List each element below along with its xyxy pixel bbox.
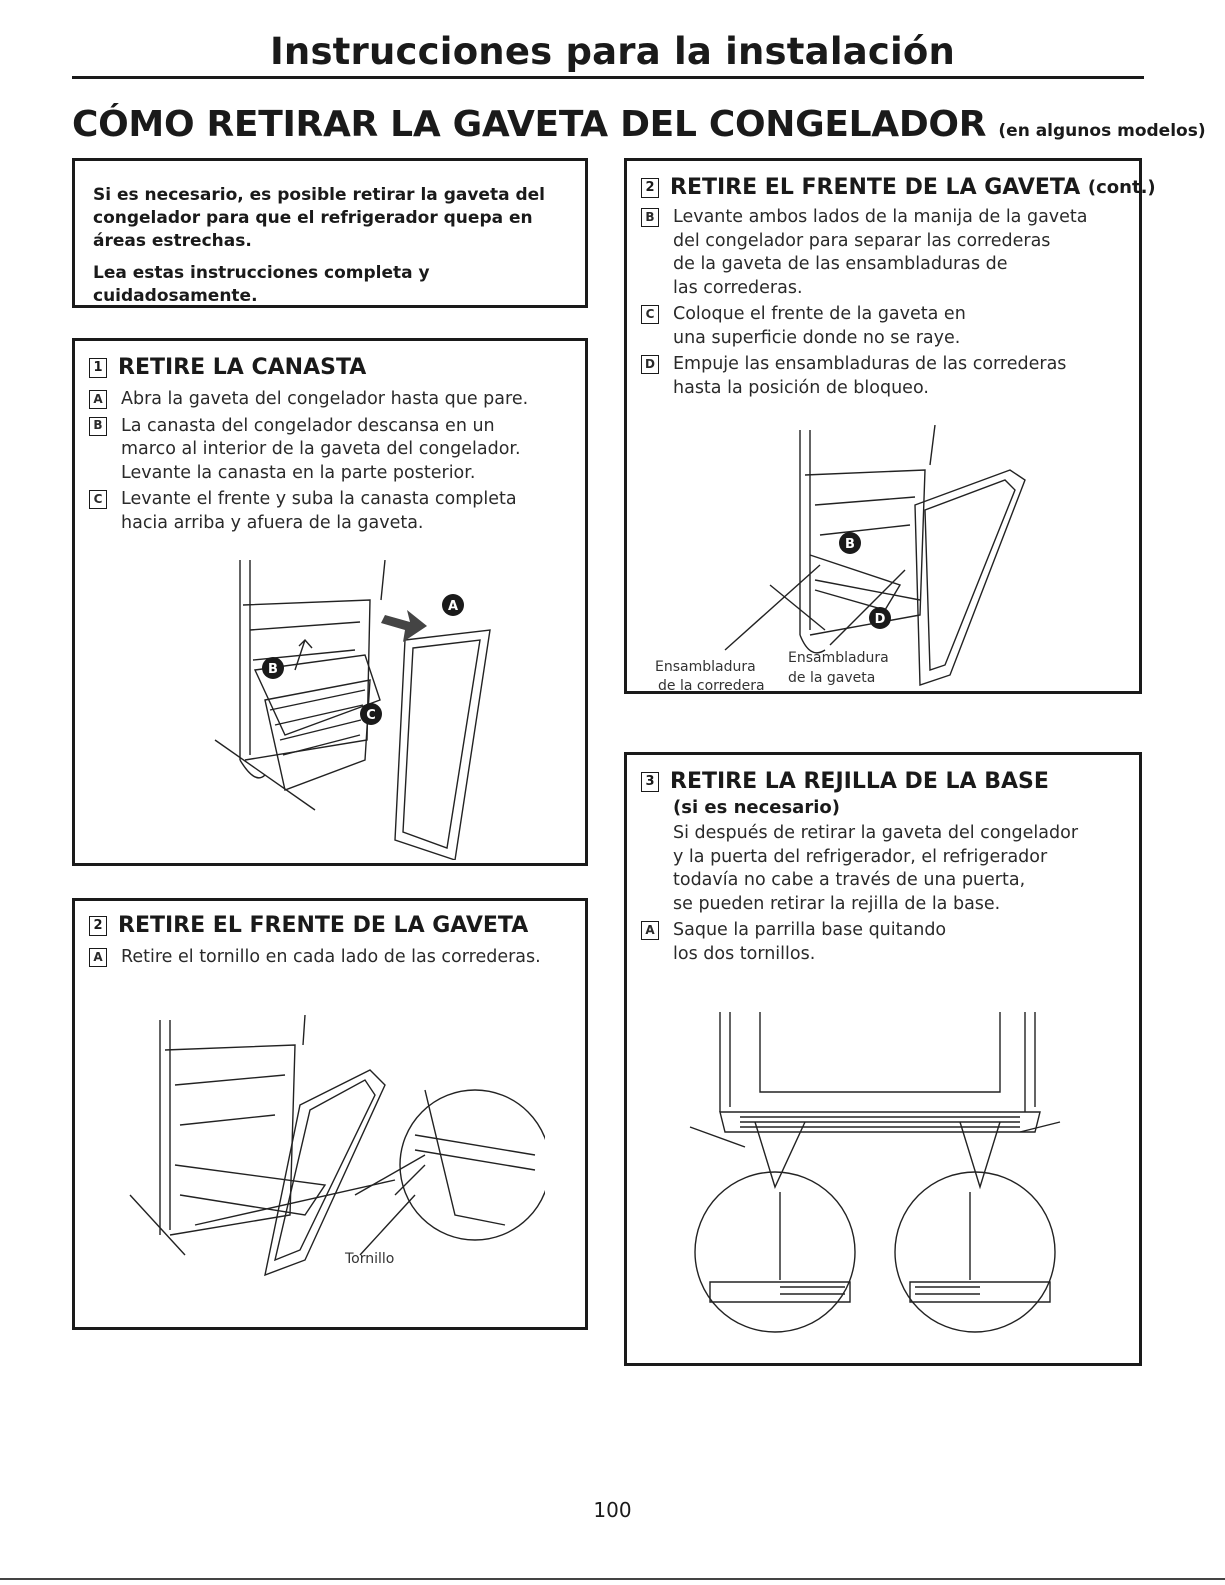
step2cont-item-d bbox=[641, 353, 1125, 400]
step1-item-b bbox=[89, 415, 571, 486]
step1-item-b-letter: B bbox=[89, 417, 107, 436]
step1-item-a bbox=[89, 388, 571, 412]
step1-item-c-text: Levante el frente y suba la canasta completa hacia arriba y afuera de la gaveta. bbox=[121, 489, 517, 533]
step1-basket-illustration bbox=[195, 560, 515, 860]
step1-callout-c bbox=[360, 703, 382, 725]
svg-text:B: B bbox=[845, 537, 855, 552]
step2cont-item-d-letter: D bbox=[641, 355, 659, 374]
step2-drawer-front-illustration bbox=[125, 1015, 545, 1305]
step2cont-item-b-letter: B bbox=[641, 208, 659, 227]
step2cont-callout-b bbox=[839, 532, 861, 554]
svg-text:C: C bbox=[366, 708, 376, 723]
section-title-text: CÓMO RETIRAR LA GAVETA DEL CONGELADOR bbox=[72, 104, 987, 145]
intro-paragraph-1: Si es necesario, es posible retirar la gaveta del congelador para que el refrigerador quepa en áreas estrechas. bbox=[93, 185, 545, 251]
step2cont-item-c-letter: C bbox=[641, 305, 659, 324]
step2-number: 2 bbox=[89, 916, 107, 936]
step2cont-callout-d bbox=[869, 607, 891, 629]
section-qualifier: (en algunos modelos) bbox=[998, 121, 1206, 141]
step3-paragraph: Si después de retirar la gaveta del congelador y la puerta del refrigerador, el refrigerador todavía no cabe a través de una puerta, se pueden retirar la rejilla de la base. bbox=[673, 823, 1079, 914]
step3-item-a-letter: A bbox=[641, 921, 659, 940]
step2-item-a bbox=[89, 946, 571, 970]
page-header-title: Instrucciones para la instalación bbox=[269, 30, 956, 73]
step1-item-a-text: Abra la gaveta del congelador hasta que pare. bbox=[121, 389, 529, 409]
step2cont-title-suffix: (cont.) bbox=[1087, 177, 1156, 198]
step1-item-c-letter: C bbox=[89, 490, 107, 509]
step2-title: RETIRE EL FRENTE DE LA GAVETA bbox=[118, 913, 529, 938]
step1-item-b-text: La canasta del congelador descansa en un marco al interior de la gaveta del congelador. Levante la canasta en la parte posterior. bbox=[121, 415, 521, 483]
step2cont-label-right-1: Ensambladura bbox=[788, 650, 889, 666]
step3-item-a-text: Saque la parrilla base quitando los dos tornillos. bbox=[673, 920, 947, 964]
step2cont-item-c-text: Coloque el frente de la gaveta en una superficie donde no se raye. bbox=[673, 304, 966, 348]
page-number: 100 bbox=[593, 1498, 632, 1522]
step2-heading bbox=[89, 913, 571, 938]
step2-item-a-letter: A bbox=[89, 948, 107, 967]
step2cont-item-b-text: Levante ambos lados de la manija de la gaveta del congelador para separar las correderas de la gaveta de las ensambladuras de las correderas. bbox=[673, 207, 1088, 298]
step2cont-label-left-2: de la corredera bbox=[658, 678, 765, 694]
intro-box bbox=[72, 158, 588, 308]
bottom-divider bbox=[0, 1578, 1225, 1580]
intro-paragraph-2: Lea estas instrucciones completa y cuidadosamente. bbox=[93, 263, 430, 306]
svg-text:D: D bbox=[874, 612, 886, 627]
step2-label-tornillo: Tornillo bbox=[345, 1251, 395, 1267]
step1-callout-b bbox=[262, 657, 284, 679]
step1-heading bbox=[89, 355, 571, 380]
step3-title: RETIRE LA REJILLA DE LA BASE bbox=[670, 769, 1049, 794]
step2cont-slide-assembly-illustration bbox=[650, 425, 1070, 695]
step1-item-c bbox=[89, 488, 571, 535]
step2cont-item-d-text: Empuje las ensambladuras de las correderas hasta la posición de bloqueo. bbox=[673, 354, 1067, 398]
step2cont-item-c bbox=[641, 303, 1125, 350]
step3-subtitle: (si es necesario) bbox=[673, 797, 840, 818]
step2cont-label-right-2: de la gaveta bbox=[788, 670, 876, 686]
section-title bbox=[72, 104, 1206, 145]
step3-item-a bbox=[641, 919, 1125, 966]
step3-number: 3 bbox=[641, 772, 659, 792]
step2cont-number: 2 bbox=[641, 178, 659, 198]
step1-callout-a bbox=[442, 594, 464, 616]
step1-number: 1 bbox=[89, 358, 107, 378]
step2-item-a-text: Retire el tornillo en cada lado de las correderas. bbox=[121, 947, 541, 967]
step3-heading bbox=[641, 769, 1125, 794]
step2cont-item-b bbox=[641, 206, 1125, 300]
step3-base-grille-illustration bbox=[680, 1012, 1100, 1352]
step1-title: RETIRE LA CANASTA bbox=[118, 355, 367, 380]
step2cont-title: RETIRE EL FRENTE DE LA GAVETA bbox=[670, 175, 1081, 200]
svg-text:A: A bbox=[447, 599, 459, 614]
step1-item-a-letter: A bbox=[89, 390, 107, 409]
svg-text:B: B bbox=[268, 662, 278, 677]
header-divider bbox=[72, 76, 1144, 79]
step2cont-label-left-1: Ensambladura bbox=[655, 659, 756, 675]
step2cont-heading bbox=[641, 175, 1156, 200]
